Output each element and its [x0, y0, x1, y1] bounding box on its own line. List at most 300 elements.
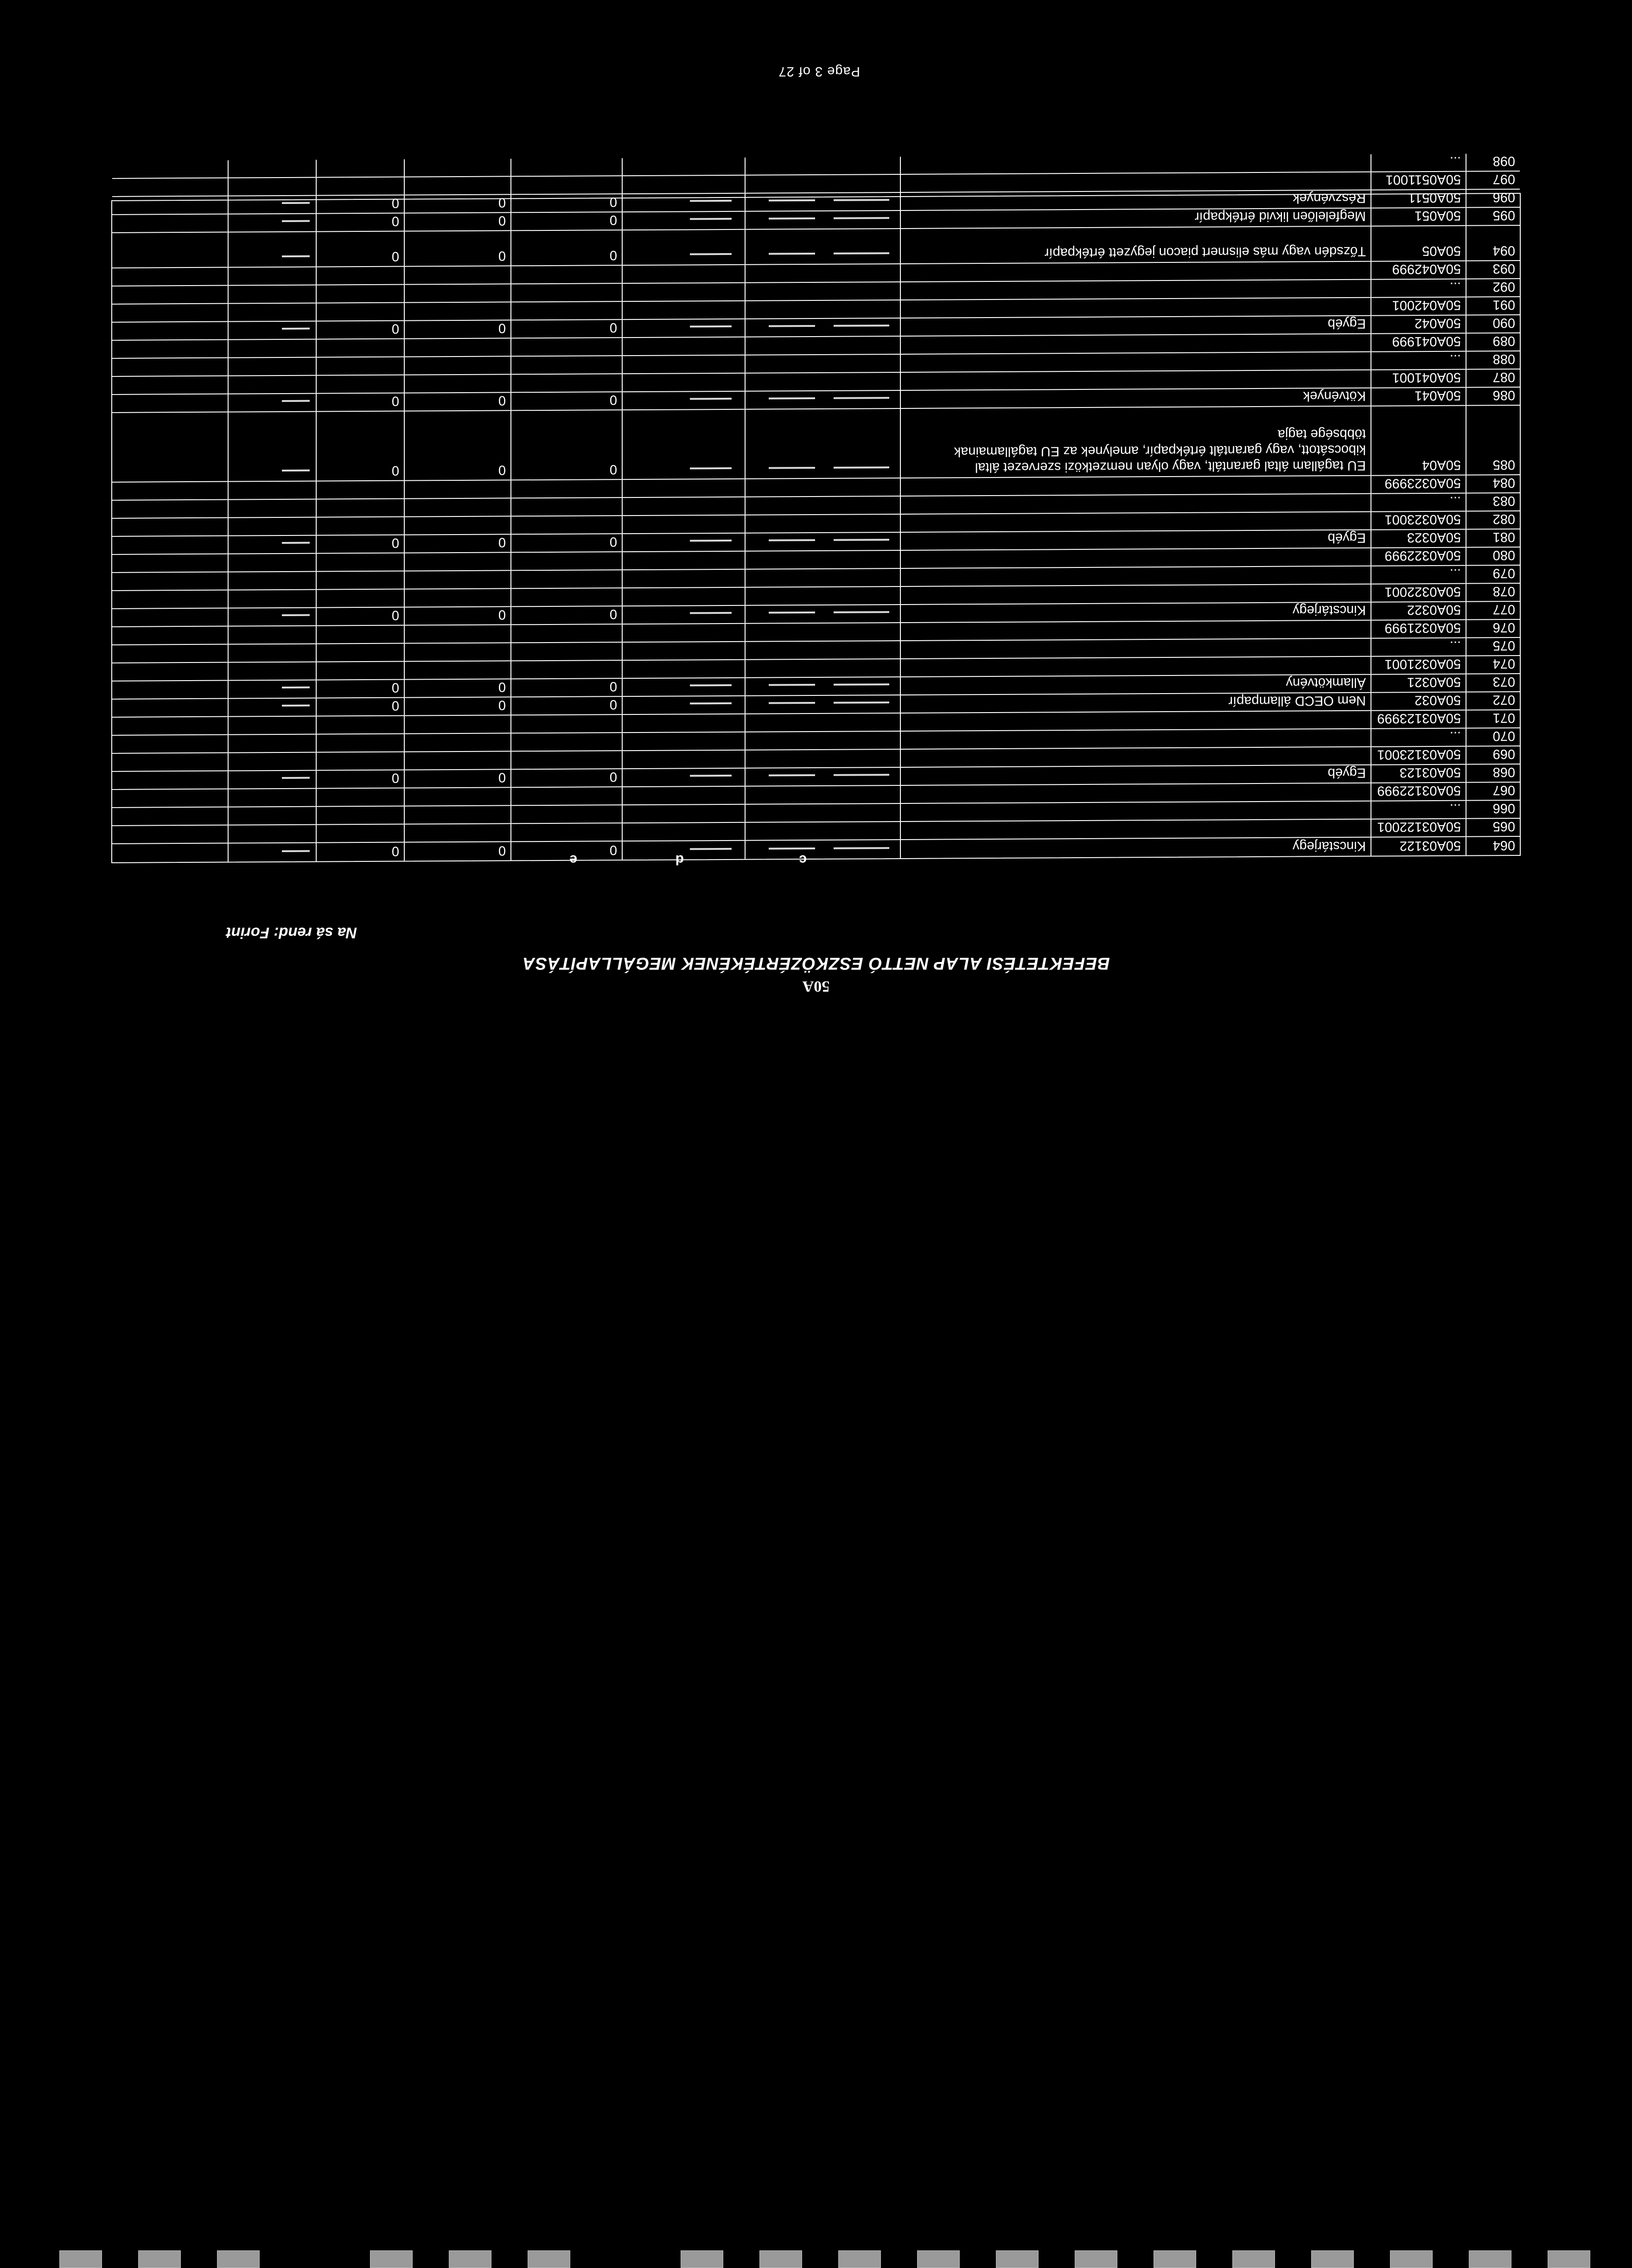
row-code: ... — [1371, 566, 1466, 584]
row-number: 079 — [1492, 566, 1515, 581]
value-e — [317, 590, 405, 607]
blank-cell — [746, 229, 901, 264]
toolbar-button[interactable] — [1154, 2250, 1196, 2268]
blank-cell — [110, 518, 229, 536]
value-d — [405, 643, 511, 661]
scan-artifact — [769, 467, 815, 469]
row-code: 50A0511001 — [1371, 172, 1466, 190]
blank-cell — [110, 395, 229, 412]
value-d — [405, 498, 511, 516]
blank-cell — [746, 282, 901, 300]
blank-cell — [229, 268, 317, 285]
scan-artifact — [690, 702, 732, 704]
row-name — [901, 784, 1371, 803]
value-d — [405, 480, 511, 498]
blank-cell — [229, 843, 317, 862]
toolbar-button[interactable] — [138, 2250, 181, 2268]
row-code: 50A03123999 — [1371, 711, 1466, 728]
blank-cell — [229, 608, 317, 626]
scan-artifact — [834, 325, 889, 327]
value-c: 0 — [511, 606, 623, 624]
toolbar-button[interactable] — [996, 2250, 1039, 2268]
row-number: 071 — [1492, 710, 1515, 726]
blank-cell — [229, 572, 317, 590]
toolbar-button[interactable] — [838, 2250, 881, 2268]
scan-artifact — [282, 255, 310, 257]
scan-artifact — [282, 202, 310, 204]
row-code: ... — [1371, 638, 1466, 656]
row-name — [901, 512, 1371, 532]
row-number: 085 — [1492, 457, 1515, 472]
blank-cell — [746, 478, 901, 497]
value-c — [511, 751, 623, 769]
row-number: 067 — [1492, 783, 1515, 798]
scan-artifact — [282, 542, 310, 544]
value-c — [511, 588, 623, 606]
row-code: 50A041 — [1371, 388, 1466, 406]
value-c: 0 — [511, 194, 623, 212]
blank-cell — [623, 301, 746, 319]
blank-cell — [110, 699, 229, 717]
row-code: 50A0321999 — [1371, 620, 1466, 638]
value-e — [317, 481, 405, 499]
value-e — [317, 554, 405, 571]
value-d: 0 — [405, 411, 511, 480]
blank-cell — [623, 751, 746, 768]
asset-table — [111, 153, 1521, 863]
scan-artifact — [834, 217, 889, 219]
currency-note: Na sá rend: Forint — [226, 924, 357, 942]
value-d: 0 — [405, 607, 511, 624]
toolbar-button[interactable] — [59, 2250, 102, 2268]
scan-artifact — [282, 614, 310, 616]
blank-cell — [110, 681, 229, 699]
blank-cell — [110, 826, 229, 843]
row-name — [901, 548, 1371, 568]
viewer-toolbar — [0, 2240, 1632, 2268]
value-d — [405, 589, 511, 606]
blank-cell — [229, 214, 317, 232]
blank-cell — [229, 753, 317, 771]
row-name — [901, 711, 1371, 731]
row-number: 092 — [1492, 279, 1515, 294]
row-code: 50A03122999 — [1371, 783, 1466, 801]
blank-cell — [110, 304, 229, 322]
value-e — [317, 662, 405, 680]
blank-cell — [746, 768, 901, 786]
row-name — [901, 476, 1371, 496]
scan-artifact — [834, 199, 889, 201]
blank-cell — [623, 696, 746, 714]
row-name — [901, 334, 1371, 354]
blank-cell — [110, 554, 229, 572]
scan-artifact — [834, 397, 889, 399]
blank-cell — [110, 413, 229, 482]
blank-cell — [623, 606, 746, 624]
value-c: 0 — [511, 212, 623, 230]
blank-cell — [623, 158, 746, 175]
blank-cell — [746, 623, 901, 641]
blank-cell — [229, 196, 317, 214]
blank-cell — [623, 733, 746, 750]
value-e: 0 — [317, 232, 405, 267]
blank-cell — [623, 678, 746, 696]
scan-artifact — [282, 328, 310, 330]
blank-cell — [746, 264, 901, 282]
blank-cell — [623, 570, 746, 587]
blank-cell — [229, 518, 317, 535]
blank-cell — [229, 626, 317, 644]
toolbar-button[interactable] — [1232, 2250, 1275, 2268]
row-name — [901, 494, 1371, 514]
row-code: 50A042001 — [1371, 298, 1466, 315]
row-number: 065 — [1492, 819, 1515, 834]
value-c — [511, 356, 623, 374]
row-name — [901, 567, 1371, 586]
blank-cell — [110, 771, 229, 789]
scan-artifact — [282, 400, 310, 402]
blank-cell — [110, 197, 229, 214]
value-e — [317, 267, 405, 285]
value-d — [405, 159, 511, 176]
toolbar-button[interactable] — [1311, 2250, 1354, 2268]
blank-cell — [110, 178, 229, 196]
row-code: 50A051 — [1371, 208, 1466, 226]
value-c — [511, 338, 623, 356]
blank-cell — [746, 641, 901, 659]
blank-cell — [623, 534, 746, 551]
blank-cell — [746, 497, 901, 515]
blank-cell — [746, 391, 901, 409]
row-code: 50A03122001 — [1371, 819, 1466, 837]
blank-cell — [229, 789, 317, 807]
row-number: 089 — [1492, 333, 1515, 349]
blank-cell — [623, 624, 746, 642]
row-code: ... — [1371, 801, 1466, 819]
row-name: Kincstárjegy — [901, 603, 1371, 622]
scan-artifact — [834, 252, 889, 255]
row-code: 50A03122 — [1371, 837, 1466, 856]
scan-artifact — [690, 848, 732, 850]
scan-artifact — [834, 466, 889, 469]
toolbar-button[interactable] — [1390, 2250, 1433, 2268]
column-letter-e: e — [569, 852, 577, 867]
blank-cell — [746, 804, 901, 822]
value-d: 0 — [405, 320, 511, 338]
row-number: 098 — [1492, 153, 1515, 169]
row-name — [901, 585, 1371, 604]
value-e: 0 — [317, 196, 405, 213]
value-c — [511, 805, 623, 823]
scan-artifact — [690, 325, 732, 327]
row-code: 50A0323 — [1371, 530, 1466, 548]
toolbar-button[interactable] — [1469, 2250, 1511, 2268]
scan-artifact — [769, 684, 815, 686]
blank-cell — [623, 660, 746, 678]
row-name: Egyéb — [901, 316, 1371, 336]
row-name: Tőzsdén vagy más elismert piacon jegyzett értékpapír — [901, 227, 1371, 263]
blank-cell — [746, 337, 901, 355]
value-c: 0 — [511, 392, 623, 410]
row-number: 088 — [1492, 351, 1515, 367]
value-c — [511, 552, 623, 570]
blank-cell — [110, 268, 229, 286]
row-code: 50A0322 — [1371, 602, 1466, 620]
scan-artifact — [769, 217, 815, 220]
blank-cell — [623, 176, 746, 193]
blank-cell — [623, 265, 746, 283]
value-c: 0 — [511, 769, 623, 787]
toolbar-button[interactable] — [528, 2250, 570, 2268]
blank-cell — [623, 356, 746, 373]
toolbar-button[interactable] — [217, 2250, 260, 2268]
value-d — [405, 177, 511, 194]
blank-cell — [746, 677, 901, 695]
value-e — [317, 716, 405, 734]
value-d — [405, 788, 511, 805]
scan-artifact — [282, 470, 310, 471]
blank-cell — [229, 699, 317, 716]
row-number: 069 — [1492, 746, 1515, 762]
value-e: 0 — [317, 680, 405, 698]
row-code: 50A0321001 — [1371, 656, 1466, 674]
value-e: 0 — [317, 321, 405, 339]
scan-artifact — [690, 775, 732, 777]
column-letter-d: d — [675, 852, 684, 867]
value-d: 0 — [405, 842, 511, 860]
row-name: Megfelelően likvid értékpapír — [901, 209, 1371, 228]
row-name — [901, 262, 1371, 281]
scan-artifact — [769, 253, 815, 255]
row-code: 50A042999 — [1371, 261, 1466, 279]
value-e: 0 — [317, 698, 405, 716]
scan-artifact — [769, 325, 815, 327]
blank-cell — [229, 286, 317, 303]
page-number: Page 3 of 27 — [778, 64, 860, 79]
scan-artifact — [834, 701, 889, 704]
blank-cell — [229, 771, 317, 789]
row-name — [901, 729, 1371, 749]
row-name: Államkötvény — [901, 675, 1371, 694]
value-e: 0 — [317, 394, 405, 411]
value-e — [317, 376, 405, 393]
value-d: 0 — [405, 213, 511, 230]
blank-cell — [623, 497, 746, 515]
row-name — [901, 802, 1371, 821]
scan-artifact — [834, 611, 889, 613]
table-row — [112, 406, 1520, 483]
toolbar-button[interactable] — [1075, 2250, 1117, 2268]
blank-cell — [746, 714, 901, 732]
blank-cell — [110, 573, 229, 590]
scan-artifact — [769, 612, 815, 614]
row-code: 50A0511 — [1371, 190, 1466, 208]
value-c: 0 — [511, 534, 623, 552]
scan-artifact — [282, 687, 310, 688]
value-c: 0 — [511, 230, 623, 265]
value-e: 0 — [317, 771, 405, 788]
row-number: 087 — [1492, 370, 1515, 385]
row-name — [901, 298, 1371, 318]
scan-artifact — [690, 200, 732, 202]
value-d — [405, 661, 511, 679]
blank-cell — [110, 536, 229, 554]
row-number: 093 — [1492, 261, 1515, 276]
toolbar-button[interactable] — [370, 2250, 413, 2268]
value-e — [317, 572, 405, 589]
form-code: 50A — [802, 978, 830, 995]
value-e — [317, 752, 405, 770]
scan-artifact — [282, 850, 310, 852]
blank-cell — [110, 160, 229, 178]
blank-cell — [110, 358, 229, 376]
blank-cell — [746, 319, 901, 337]
row-code: 50A032 — [1371, 693, 1466, 710]
toolbar-button[interactable] — [1548, 2250, 1590, 2268]
row-name — [901, 370, 1371, 390]
value-c — [511, 570, 623, 588]
row-name — [901, 172, 1371, 192]
row-code: ... — [1371, 154, 1466, 172]
blank-cell — [623, 642, 746, 660]
row-code: 50A0322999 — [1371, 548, 1466, 566]
scan-artifact — [690, 253, 732, 255]
blank-cell — [229, 735, 317, 752]
row-name — [901, 621, 1371, 640]
value-e — [317, 303, 405, 321]
value-d: 0 — [405, 231, 511, 266]
blank-cell — [623, 588, 746, 605]
blank-cell — [229, 554, 317, 572]
value-e — [317, 789, 405, 806]
value-d: 0 — [405, 697, 511, 715]
blank-cell — [229, 681, 317, 698]
value-c — [511, 733, 623, 751]
blank-cell — [229, 482, 317, 499]
blank-cell — [623, 319, 746, 337]
value-d — [405, 824, 511, 841]
blank-cell — [229, 807, 317, 825]
value-e — [317, 357, 405, 375]
toolbar-button[interactable] — [681, 2250, 723, 2268]
blank-cell — [229, 358, 317, 376]
value-e — [317, 626, 405, 643]
blank-cell — [110, 645, 229, 663]
row-name: EU tagállam által garantált, vagy olyan nemzetközi szervezet által kibocsátott, vagy garantált értékpapír, amelynek az EU tagállamainak többsége tagja — [901, 407, 1371, 478]
row-number: 072 — [1492, 692, 1515, 707]
blank-cell — [229, 536, 317, 554]
value-c — [511, 715, 623, 733]
row-number: 081 — [1492, 529, 1515, 545]
blank-cell — [229, 340, 317, 357]
value-c — [511, 661, 623, 678]
row-code: ... — [1371, 352, 1466, 370]
row-code: 50A042 — [1371, 316, 1466, 333]
row-name — [901, 352, 1371, 372]
row-number: 077 — [1492, 602, 1515, 617]
blank-cell — [746, 605, 901, 623]
scan-artifact — [769, 847, 815, 850]
toolbar-button[interactable] — [449, 2250, 491, 2268]
row-code: 50A0323999 — [1371, 476, 1466, 493]
blank-cell — [229, 178, 317, 196]
blank-cell — [229, 322, 317, 339]
scan-artifact — [769, 774, 815, 777]
value-e — [317, 339, 405, 357]
row-number: 073 — [1492, 674, 1515, 689]
blank-cell — [746, 300, 901, 319]
row-code: 50A041999 — [1371, 334, 1466, 351]
blank-cell — [623, 479, 746, 497]
blank-cell — [229, 160, 317, 178]
value-d — [405, 553, 511, 570]
scan-artifact — [834, 774, 889, 776]
blank-cell — [110, 627, 229, 644]
value-e — [317, 159, 405, 177]
row-code: 50A03123 — [1371, 765, 1466, 783]
blank-cell — [746, 659, 901, 677]
blank-cell — [746, 822, 901, 840]
blank-cell — [623, 552, 746, 569]
scan-artifact — [282, 705, 310, 707]
toolbar-button[interactable] — [759, 2250, 802, 2268]
blank-cell — [110, 500, 229, 518]
value-c — [511, 284, 623, 301]
scan-artifact — [834, 847, 889, 849]
value-d — [405, 733, 511, 751]
row-number: 091 — [1492, 297, 1515, 312]
blank-cell — [623, 212, 746, 229]
blank-cell — [746, 533, 901, 551]
value-e — [317, 285, 405, 303]
blank-cell — [110, 233, 229, 268]
blank-cell — [623, 714, 746, 732]
blank-cell — [623, 283, 746, 301]
row-number: 095 — [1492, 208, 1515, 223]
row-name: Egyéb — [901, 530, 1371, 550]
blank-cell — [623, 805, 746, 822]
row-number: 090 — [1492, 315, 1515, 331]
blank-cell — [229, 500, 317, 517]
blank-cell — [623, 338, 746, 355]
value-e: 0 — [317, 843, 405, 861]
blank-cell — [110, 376, 229, 394]
blank-cell — [746, 157, 901, 175]
blank-cell — [110, 591, 229, 608]
blank-cell — [746, 732, 901, 750]
value-d — [405, 571, 511, 588]
scan-artifact — [690, 398, 732, 400]
blank-cell — [229, 644, 317, 662]
value-e — [317, 644, 405, 662]
value-d — [405, 284, 511, 302]
scan-artifact — [690, 540, 732, 542]
value-e — [317, 807, 405, 824]
scan-artifact — [282, 220, 310, 222]
row-name: Nem OECD állampapír — [901, 693, 1371, 713]
row-name — [901, 639, 1371, 658]
value-e — [317, 499, 405, 517]
blank-cell — [229, 590, 317, 608]
blank-cell — [110, 663, 229, 681]
toolbar-button[interactable] — [917, 2250, 960, 2268]
blank-cell — [110, 322, 229, 340]
blank-cell — [746, 551, 901, 569]
value-c — [511, 302, 623, 319]
row-number: 076 — [1492, 620, 1515, 635]
value-c — [511, 498, 623, 516]
value-d — [405, 752, 511, 769]
